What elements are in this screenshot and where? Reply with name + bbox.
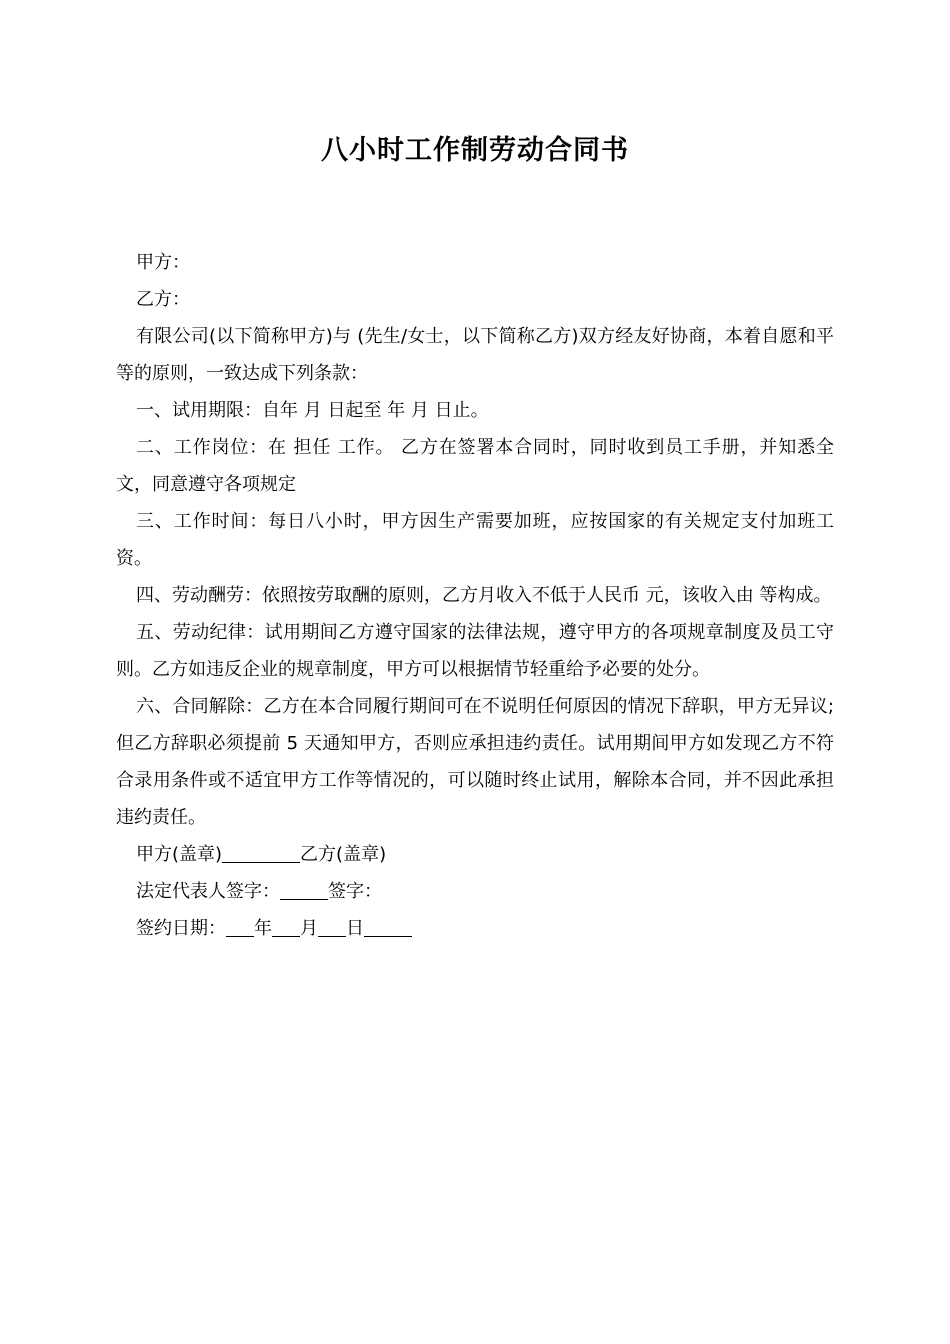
legal-rep-blank	[280, 879, 328, 900]
clause-termination: 六、合同解除：乙方在本合同履行期间可在不说明任何原因的情况下辞职，甲方无异议;但乙方辞职必须提前 5 天通知甲方，否则应承担违约责任。试用期间甲方如发现乙方不符合录用条件或不适宜甲方工作等情况的，可以随时终止试用，解除本合同，并不因此承担违约责任。	[116, 696, 834, 828]
sign-label: 签字：	[328, 881, 382, 902]
party-b-line: 乙方：	[136, 289, 190, 310]
signature-line	[116, 873, 834, 910]
day-label: 日	[346, 918, 364, 939]
date-label: 签约日期：	[136, 918, 226, 939]
document-title: 八小时工作制劳动合同书	[321, 135, 629, 166]
month-label: 月	[300, 918, 318, 939]
clause-remuneration: 四、劳动酬劳：依照按劳取酬的原则，乙方月收入不低于人民币 元，该收入由 等构成。	[136, 585, 832, 606]
seal-blank	[222, 842, 300, 863]
year-label: 年	[254, 918, 272, 939]
clause-working-hours: 三、工作时间：每日八小时，甲方因生产需要加班，应按国家的有关规定支付加班工资。	[116, 511, 834, 569]
intro-paragraph: 有限公司(以下简称甲方)与 (先生/女士，以下简称乙方)双方经友好协商，本着自愿和平等的原则，一致达成下列条款：	[116, 326, 834, 384]
month-blank	[272, 916, 300, 937]
year-blank	[226, 916, 254, 937]
day-blank	[318, 916, 346, 937]
date-line	[116, 910, 834, 947]
party-a-line: 甲方：	[136, 252, 190, 273]
seal-line	[116, 836, 834, 873]
trailing-blank	[364, 916, 412, 937]
clause-probation-period: 一、试用期限：自年 月 日起至 年 月 日止。	[136, 400, 489, 421]
clause-job-position: 二、工作岗位：在 担任 工作。 乙方在签署本合同时，同时收到员工手册，并知悉全文，同意遵守各项规定	[116, 437, 834, 495]
clause-labor-discipline: 五、劳动纪律：试用期间乙方遵守国家的法律法规，遵守甲方的各项规章制度及员工守则。乙方如违反企业的规章制度，甲方可以根据情节轻重给予必要的处分。	[116, 622, 834, 680]
party-b-seal-label: 乙方(盖章)	[300, 844, 387, 865]
legal-rep-label: 法定代表人签字：	[136, 881, 280, 902]
document-body	[116, 244, 834, 947]
party-a-seal-label: 甲方(盖章)	[136, 844, 223, 865]
